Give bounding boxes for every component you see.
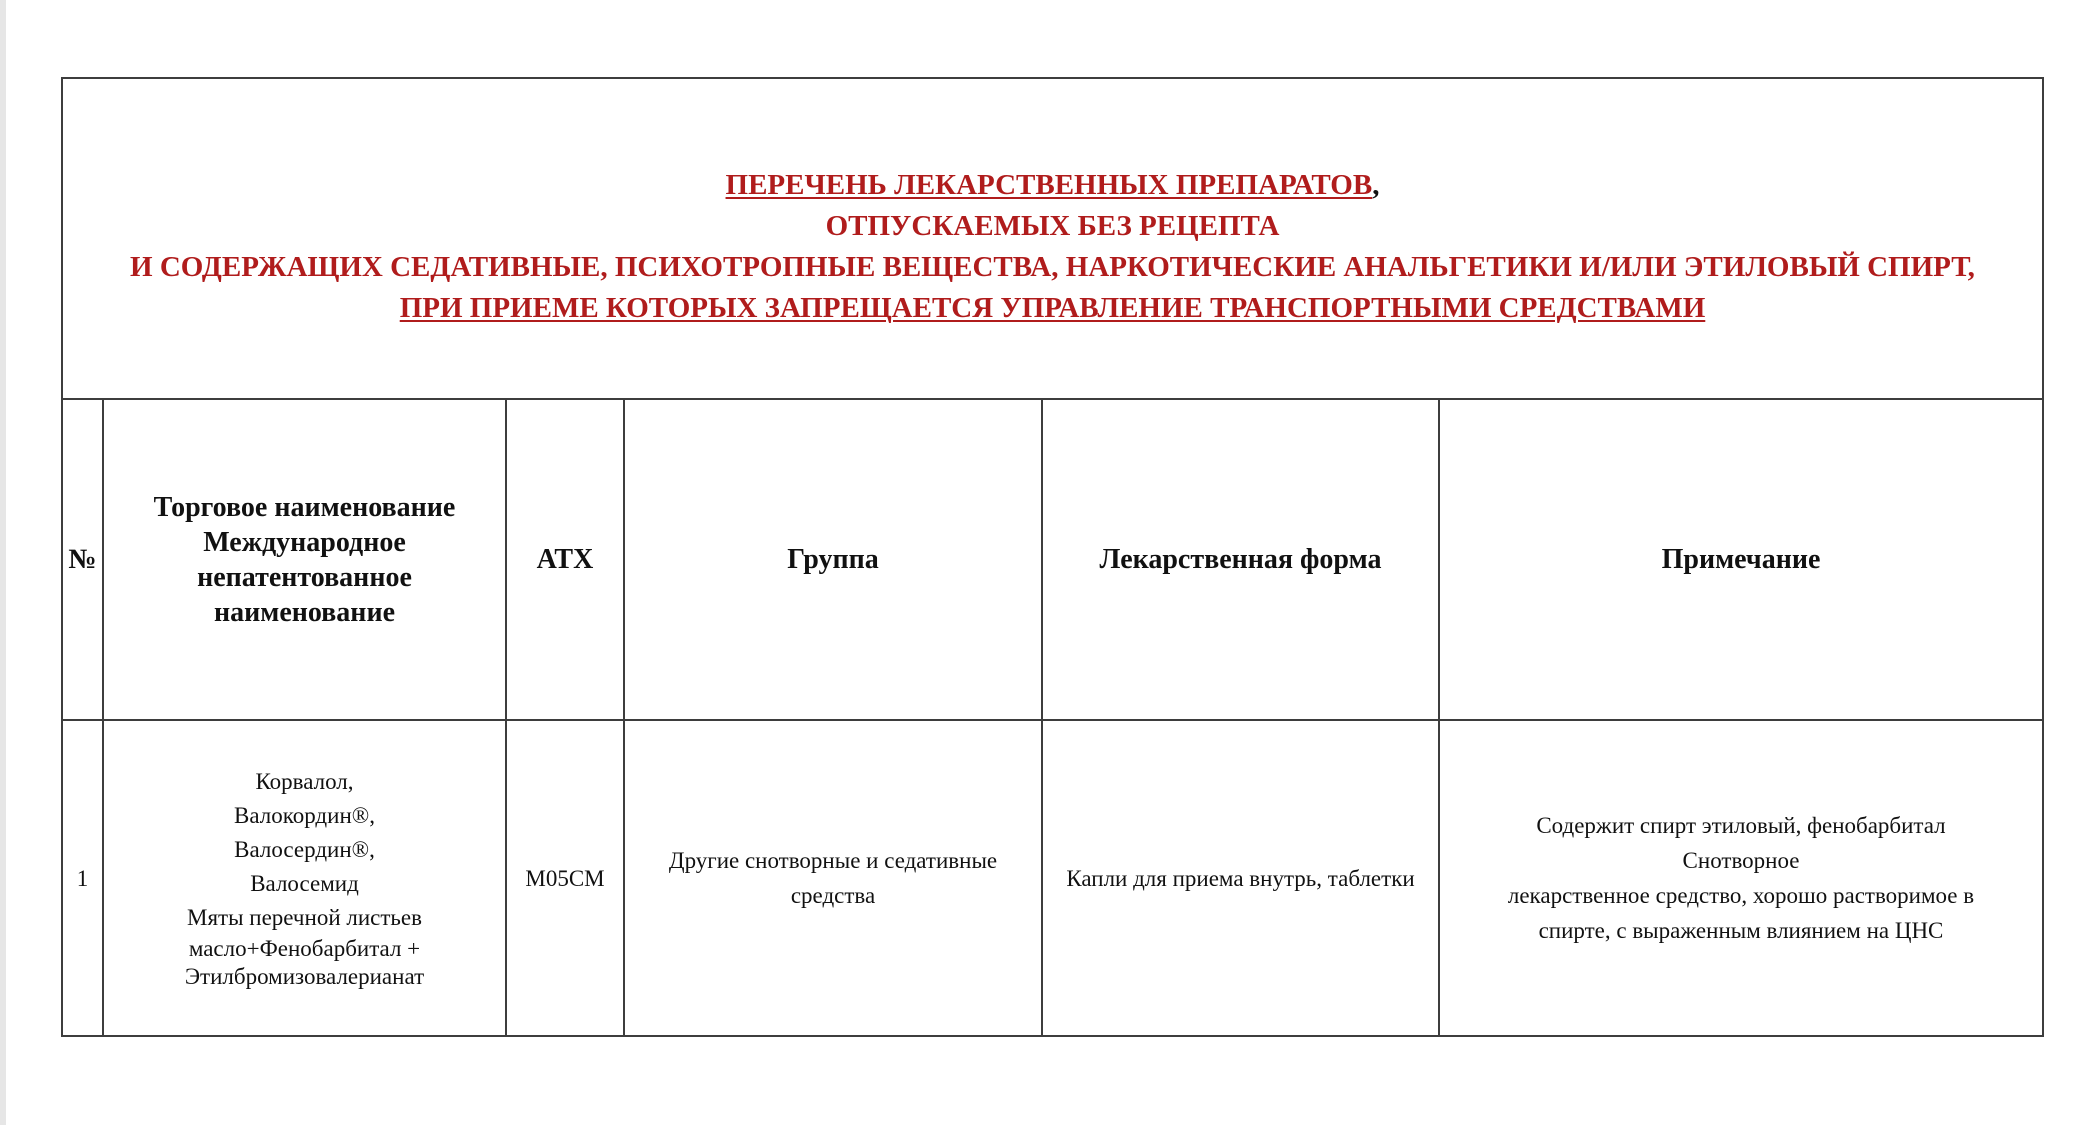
title-line-4: ПРИ ПРИЕМЕ КОТОРЫХ ЗАПРЕЩАЕТСЯ УПРАВЛЕНИЕ ТРАНСПОРТНЫМИ СРЕДСТВАМИ — [399, 291, 1706, 324]
row-name-line: Корвалол, — [255, 769, 354, 794]
header-number: № — [63, 400, 103, 720]
row-atc: M05CM — [506, 720, 624, 1035]
row-name-line: Мяты перечной листьев — [187, 905, 422, 930]
header-name-line: Международное — [203, 526, 406, 558]
page-left-edge — [0, 0, 6, 1125]
title-line-1-text: ПЕРЕЧЕНЬ ЛЕКАРСТВЕННЫХ ПРЕПАРАТОВ — [725, 168, 1373, 201]
row-form: Капли для приема внутрь, таблетки — [1042, 720, 1439, 1035]
drug-table — [63, 400, 2042, 1035]
row-name-line: Валокордин®, — [234, 803, 375, 828]
row-note-line: Содержит спирт этиловый, фенобарбитал — [1536, 813, 1946, 838]
row-number: 1 — [63, 720, 103, 1035]
row-group-line: средства — [790, 883, 876, 908]
header-name-line: непатентованное — [197, 561, 412, 593]
table-row — [63, 720, 2042, 1035]
row-name-line: Этилбромизовалерианат — [184, 964, 425, 989]
row-name-line: Валосердин®, — [234, 837, 375, 862]
header-name-line: наименование — [213, 596, 395, 628]
row-name-line: масло+Фенобарбитал + — [188, 936, 421, 961]
header-atc: АТХ — [506, 400, 624, 720]
title-line-1-comma: , — [1372, 168, 1380, 201]
row-note — [1439, 720, 2042, 1035]
row-note-line: лекарственное средство, хорошо растворимое в — [1507, 883, 1975, 908]
row-note-line: Снотворное — [1682, 848, 1800, 873]
row-note-line: спирте, с выраженным влиянием на ЦНС — [1538, 918, 1944, 943]
header-group: Группа — [624, 400, 1042, 720]
row-group-line: Другие снотворные и седативные — [668, 848, 998, 873]
table-header-row — [63, 400, 2042, 720]
header-name — [103, 400, 506, 720]
header-form: Лекарственная форма — [1042, 400, 1439, 720]
title-line-3: И СОДЕРЖАЩИХ СЕДАТИВНЫЕ, ПСИХОТРОПНЫЕ ВЕЩЕСТВА, НАРКОТИЧЕСКИЕ АНАЛЬГЕТИКИ И/ИЛИ ЭТИЛОВЫЙ СПИРТ, — [130, 250, 1975, 283]
title-line-1 — [726, 165, 1380, 206]
row-group — [624, 720, 1042, 1035]
header-name-line: Торговое наименование — [153, 491, 456, 523]
row-name — [103, 720, 506, 1035]
title-line-2: ОТПУСКАЕМЫХ БЕЗ РЕЦЕПТА — [825, 209, 1280, 242]
document-title — [63, 79, 2042, 400]
document-frame — [61, 77, 2044, 1037]
header-note: Примечание — [1439, 400, 2042, 720]
row-name-line: Валосемид — [250, 871, 359, 896]
